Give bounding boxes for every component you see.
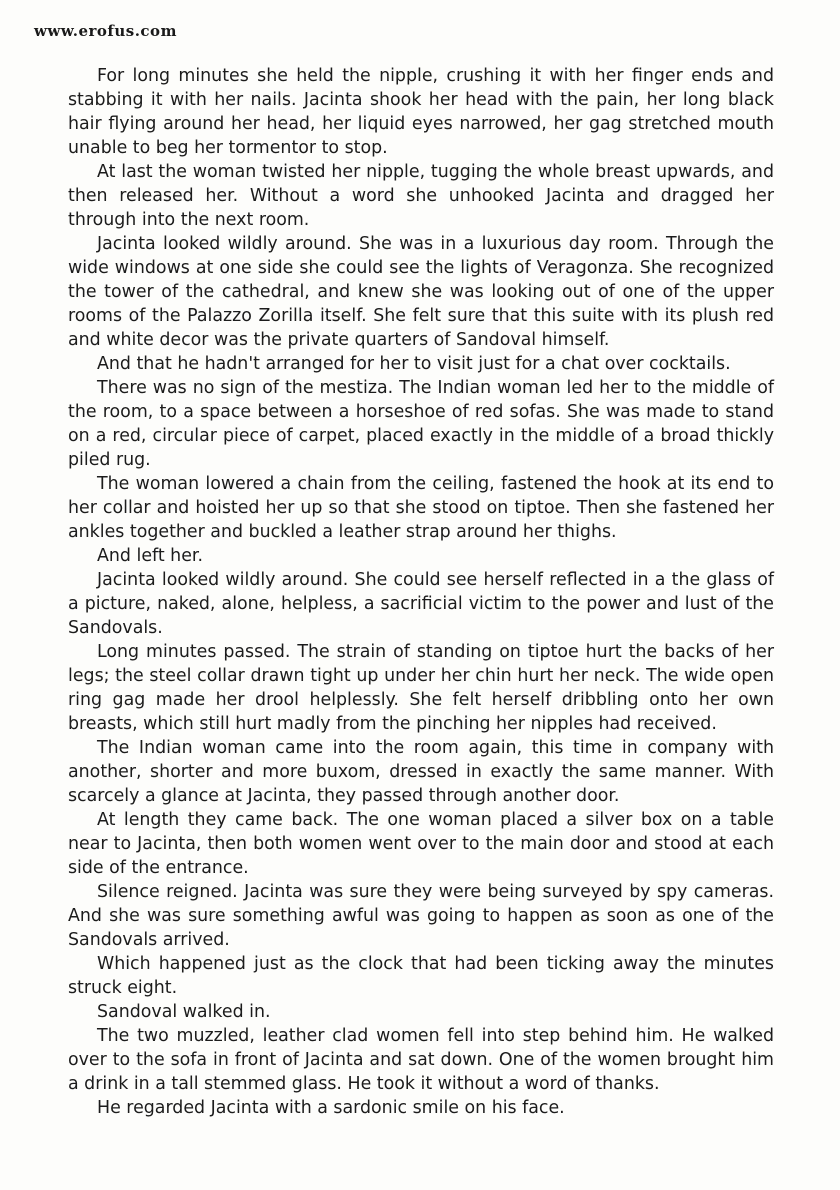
paragraph: Which happened just as the clock that had been ticking away the minutes struck eight.: [68, 954, 774, 998]
paragraph: And that he hadn't arranged for her to visit just for a chat over cocktails.: [97, 354, 731, 374]
story-body: [68, 64, 774, 1120]
paragraph: The woman lowered a chain from the ceiling, fastened the hook at its end to her collar and hoisted her up so that she stood on tiptoe. Then she fastened her ankles together and buckled a leather strap around her thighs.: [68, 474, 774, 542]
watermark-text: www.erofus.com: [34, 22, 177, 40]
paragraph: He regarded Jacinta with a sardonic smile on his face.: [97, 1098, 565, 1118]
paragraph: At length they came back. The one woman placed a silver box on a table near to Jacinta, then both women went over to the main door and stood at each side of the entrance.: [68, 810, 774, 878]
paragraph: Sandoval walked in.: [97, 1002, 271, 1022]
paragraph: The Indian woman came into the room again, this time in company with another, shorter and more buxom, dressed in exactly the same manner. With scarcely a glance at Jacinta, they passed through another door.: [68, 738, 774, 806]
paragraph: For long minutes she held the nipple, crushing it with her finger ends and stabbing it with her nails. Jacinta shook her head with the pain, her long black hair flying around her head, her liquid eyes narrowed, her gag stretched mouth unable to beg her tormentor to stop.: [68, 66, 774, 158]
paragraph: Long minutes passed. The strain of standing on tiptoe hurt the backs of her legs; the steel collar drawn tight up under her chin hurt her neck. The wide open ring gag made her drool helplessly. She felt herself dribbling onto her own breasts, which still hurt madly from the pinching her nipples had received.: [68, 642, 774, 734]
paragraph: There was no sign of the mestiza. The Indian woman led her to the middle of the room, to a space between a horseshoe of red sofas. She was made to stand on a red, circular piece of carpet, placed exactly in the middle of a broad thickly piled rug.: [68, 378, 774, 470]
paragraph: Silence reigned. Jacinta was sure they were being surveyed by spy cameras. And she was sure something awful was going to happen as soon as one of the Sandovals arrived.: [68, 882, 774, 950]
paragraph: And left her.: [97, 546, 203, 566]
paragraph: Jacinta looked wildly around. She was in a luxurious day room. Through the wide windows at one side she could see the lights of Veragonza. She recognized the tower of the cathedral, and knew she was looking out of one of the upper rooms of the Palazzo Zorilla itself. She felt sure that this suite with its plush red and white decor was the private quarters of Sandoval himself.: [68, 234, 774, 350]
paragraph: At last the woman twisted her nipple, tugging the whole breast upwards, and then released her. Without a word she unhooked Jacinta and dragged her through into the next room.: [68, 162, 774, 230]
paragraph: Jacinta looked wildly around. She could see herself reflected in a the glass of a picture, naked, alone, helpless, a sacrificial victim to the power and lust of the Sandovals.: [68, 570, 774, 638]
paragraph: The two muzzled, leather clad women fell into step behind him. He walked over to the sofa in front of Jacinta and sat down. One of the women brought him a drink in a tall stemmed glass. He took it without a word of thanks.: [68, 1026, 774, 1094]
